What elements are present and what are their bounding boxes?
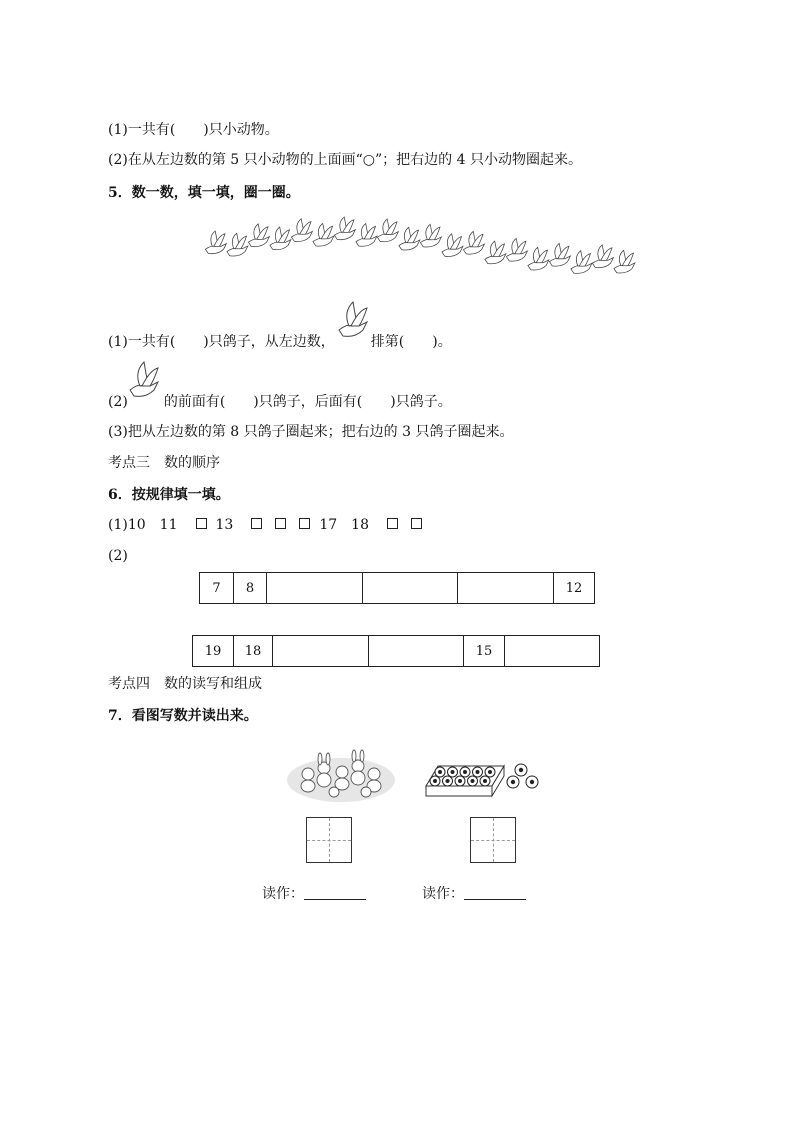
blank-square[interactable]: [251, 518, 262, 529]
q5-part2: [108, 386, 452, 412]
read-as-blank-1[interactable]: [304, 885, 366, 900]
dove: [592, 245, 613, 268]
dove: [227, 233, 248, 256]
section3-heading: 考点三 数的顺序: [108, 455, 220, 471]
q7-title: 7．看图写数并读出来。: [108, 708, 258, 724]
table2-cell[interactable]: [273, 636, 369, 667]
q4-part2: (2)在从左边数的第 5 只小动物的上面画“○”；把右边的 4 只小动物圈起来。: [108, 152, 582, 168]
dove: [571, 251, 592, 274]
sequence-table-1: [199, 572, 595, 604]
blank-square[interactable]: [196, 518, 207, 529]
sequence-number: 13: [215, 517, 234, 533]
soccer-ball-patch: [438, 770, 442, 774]
dove: [528, 247, 549, 270]
soccer-ball-patch: [476, 770, 480, 774]
answer-write-box-1[interactable]: [306, 817, 352, 863]
read-as-label-1: 读作：: [262, 886, 304, 902]
dove: [420, 224, 441, 247]
blank-square[interactable]: [411, 518, 422, 529]
blank-square[interactable]: [299, 518, 310, 529]
dove-row-illustration: [198, 205, 638, 285]
dove: [205, 231, 226, 254]
dove: [334, 217, 355, 240]
soccer-ball-patch: [458, 779, 462, 783]
soccer-ball-patch: [463, 770, 467, 774]
dove: [442, 234, 463, 257]
read-as-2: [422, 883, 526, 903]
table2-cell[interactable]: [505, 636, 600, 667]
dove: [614, 250, 635, 273]
dove: [549, 243, 570, 266]
table1-cell[interactable]: [458, 573, 554, 604]
animal-group-illustration: [286, 744, 396, 804]
dove: [485, 241, 506, 264]
soccer-ball-patch: [433, 779, 437, 783]
dove: [377, 219, 398, 242]
dove-icon: [335, 326, 371, 346]
table2-cell[interactable]: 18: [234, 636, 273, 667]
soccer-ball-patch: [451, 770, 455, 774]
soccer-ball-patch: [483, 779, 487, 783]
blank-square[interactable]: [387, 518, 398, 529]
soccer-ball-box-illustration: [424, 750, 549, 800]
q5-part1-text-a: (1)一共有( )只鸽子，从左边数，: [108, 334, 335, 350]
q6-sequence: [128, 517, 431, 533]
dove: [399, 227, 420, 250]
q5-part2-text-a: (2): [108, 394, 128, 410]
q5-part1: [108, 326, 452, 352]
dove-icon: [128, 386, 164, 406]
sequence-number: 10: [127, 517, 146, 533]
q5-part2-text-b: 的前面有( )只鸽子，后面有( )只鸽子。: [163, 394, 452, 410]
table1-cell[interactable]: [363, 573, 458, 604]
q5-part3: (3)把从左边数的第 8 只鸽子圈起来；把右边的 3 只鸽子圈起来。: [108, 424, 514, 440]
sequence-number: 18: [351, 517, 369, 533]
soccer-ball-patch: [488, 770, 492, 774]
q5-part1-text-b: 排第( )。: [370, 334, 452, 350]
table1-cell[interactable]: 7: [200, 573, 234, 604]
q6-part2-label: (2): [108, 548, 128, 564]
dove: [506, 238, 527, 261]
dove: [313, 223, 334, 246]
q4-part1: (1)一共有( )只小动物。: [108, 122, 279, 138]
q6-part1-label: (1): [108, 517, 128, 533]
table1-cell[interactable]: [267, 573, 363, 604]
dove: [356, 224, 377, 247]
table2-cell[interactable]: 19: [193, 636, 234, 667]
sequence-table-2: [192, 635, 600, 667]
table2-cell[interactable]: 15: [464, 636, 505, 667]
read-as-1: [262, 883, 366, 903]
q5-title: 5．数一数，填一填，圈一圈。: [108, 185, 300, 201]
dove: [248, 224, 269, 247]
dove: [270, 227, 291, 250]
table1-cell[interactable]: 12: [554, 573, 595, 604]
blank-square[interactable]: [275, 518, 286, 529]
read-as-blank-2[interactable]: [464, 885, 526, 900]
table2-cell[interactable]: [369, 636, 464, 667]
dove: [291, 219, 312, 242]
read-as-label-2: 读作：: [422, 886, 464, 902]
q6-title: 6．按规律填一填。: [108, 487, 230, 503]
section4-heading: 考点四 数的读写和组成: [108, 676, 262, 692]
answer-write-box-2[interactable]: [470, 817, 516, 863]
sequence-number: 11: [159, 517, 178, 533]
soccer-ball-patch: [471, 779, 475, 783]
soccer-ball-patch: [446, 779, 450, 783]
dove: [463, 231, 484, 254]
sequence-number: 17: [319, 517, 338, 533]
q6-part1: [108, 515, 440, 535]
table1-cell[interactable]: 8: [234, 573, 267, 604]
